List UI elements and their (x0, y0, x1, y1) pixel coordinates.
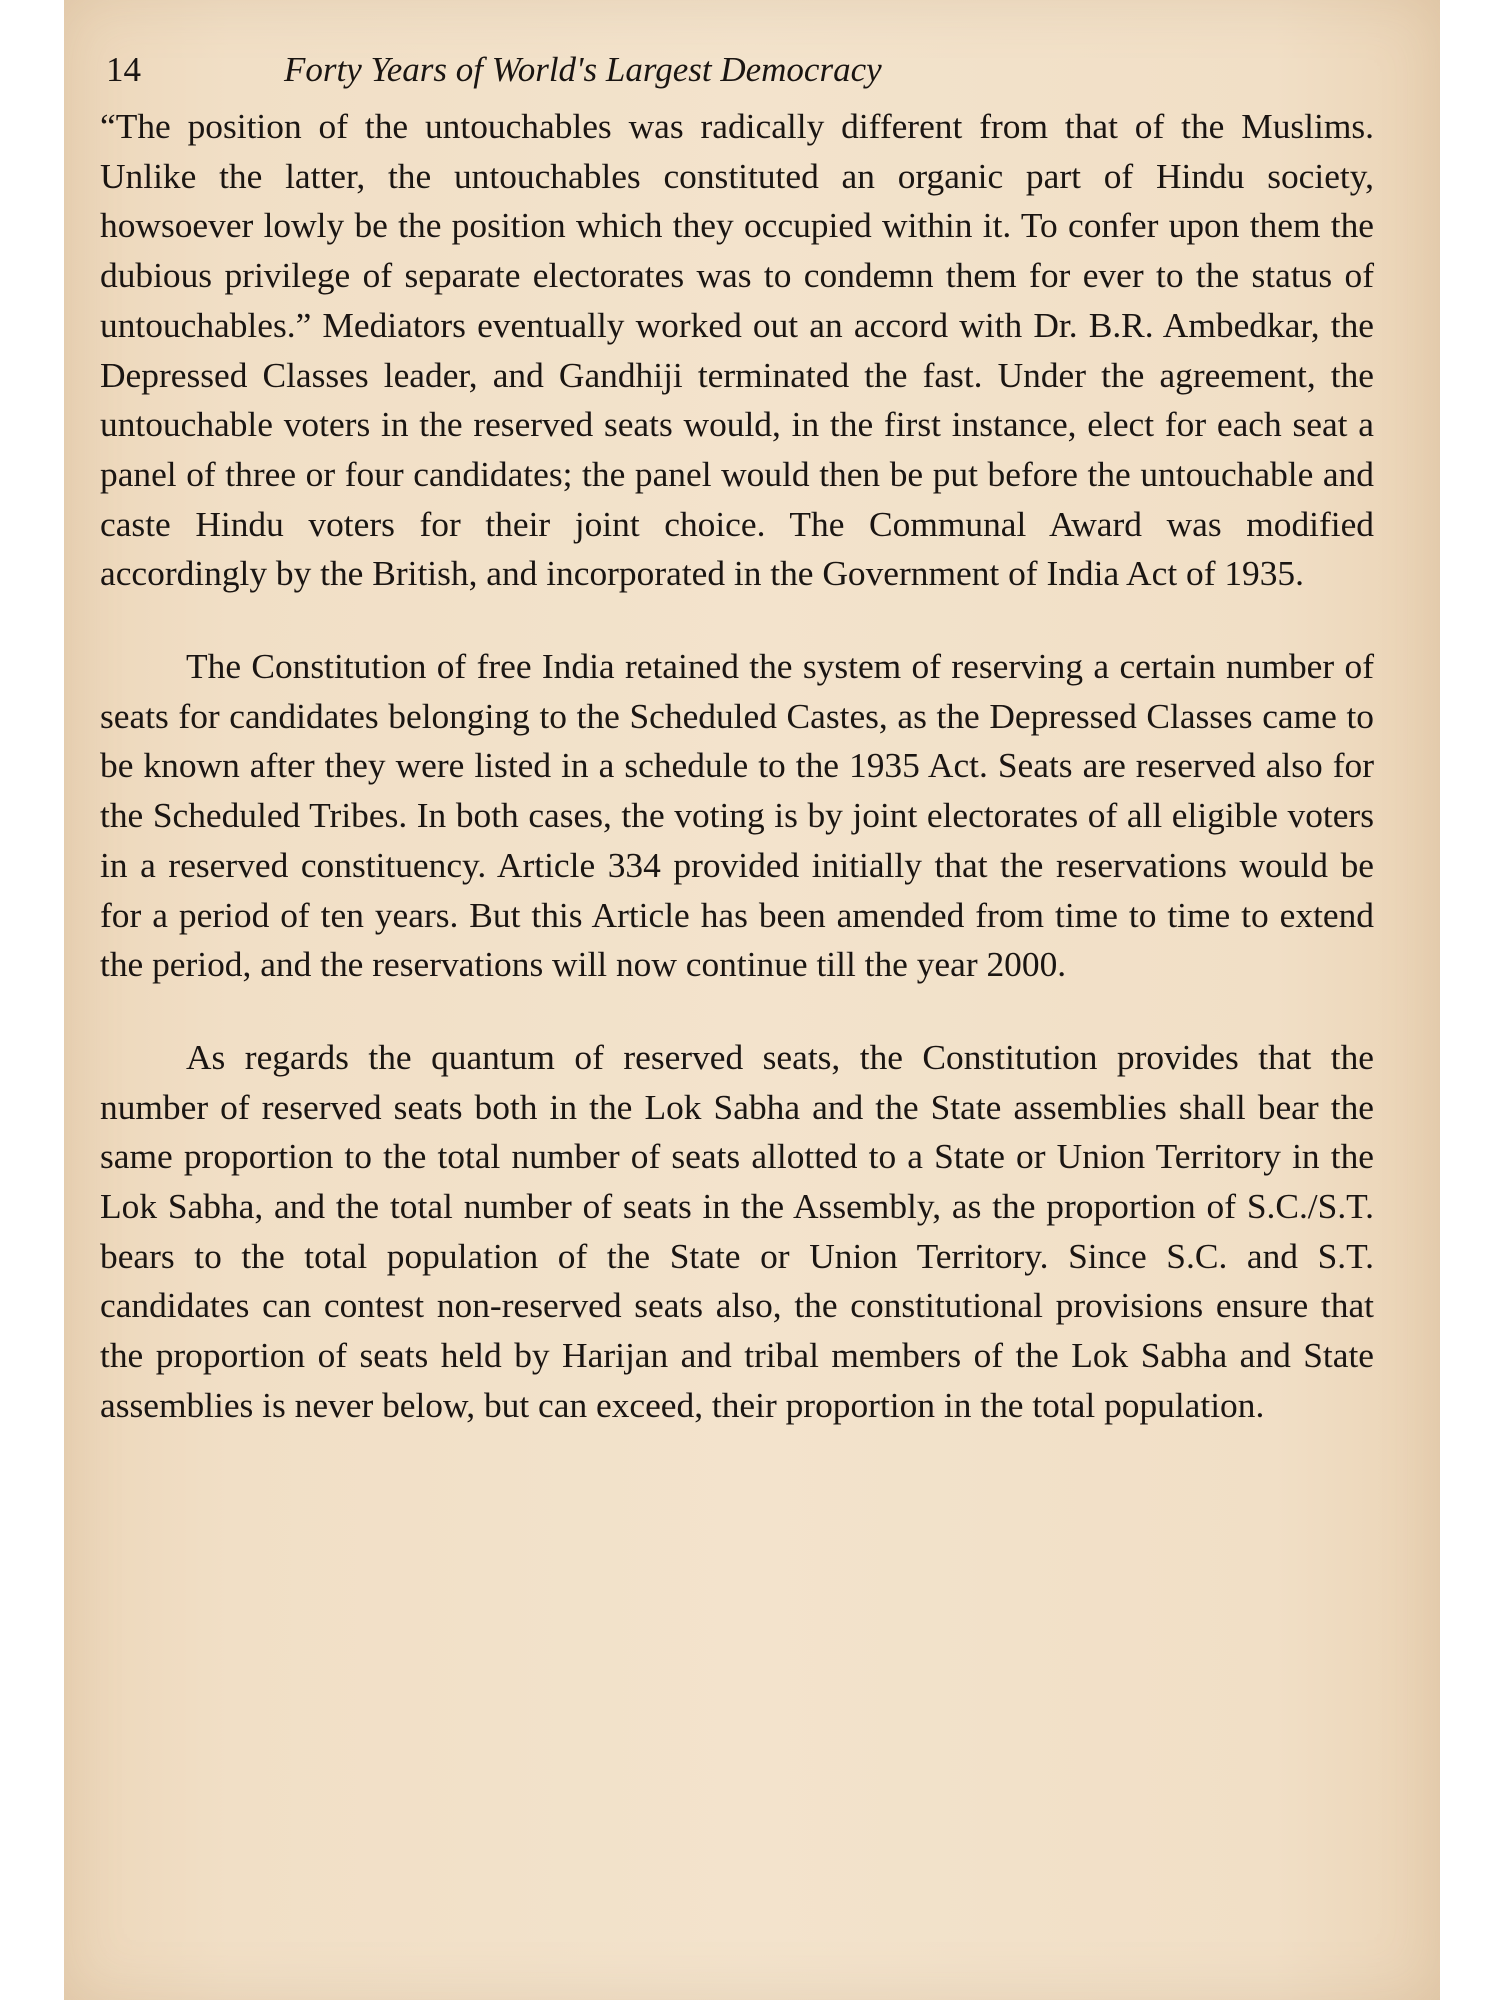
book-title: Forty Years of World's Largest Democracy (284, 50, 882, 89)
paragraph-constitution-reservations: The Constitution of free India retained the system of reserving a certain number of seats for candidates belonging to the Scheduled Castes, as the Depressed Classes came to be known after they were listed in a schedule to the 1935 Act. Seats are reserved also for the Scheduled Tribes. In both cases, the voting is by joint electorates of all eligible voters in a reserved constituency. Article 334 provided initially that the reservations would be for a period of ten years. But this Article has been amended from time to time to extend the period, and the reservations will now continue till the year 2000. (100, 646, 1374, 985)
paragraph-quantum-of-reserved-seats: As regards the quantum of reserved seats, the Constitution provides that the number of reserved seats both in the Lok Sabha and the State assemblies shall bear the same proportion to the total number of seats allotted to a State or Union Territory in the Lok Sabha, and the total number of seats in the Assembly, as the proportion of S.C./S.T. bears to the total population of the State or Union Territory. Since S.C. and S.T. candidates can contest non-reserved seats also, the constitutional provisions ensure that the proportion of seats held by Harijan and tribal members of the Lok Sabha and State assemblies is never below, but can exceed, their proportion in the total population. (100, 1036, 1374, 1425)
running-head (100, 40, 1408, 102)
paragraph-quote-and-poona-pact: “The position of the untouchables was radically different from that of the Muslims. Unlike the latter, the untouchables constituted an organic part of Hindu society, howsoever lowly be the position which they occupied within it. To confer upon them the dubious privilege of separate electorates was to condemn them for ever to the status of untouchables.” Mediators eventually worked out an accord with Dr. B.R. Ambedkar, the Depressed Classes leader, and Gandhiji terminated the fast. Under the agreement, the untouchable voters in the reserved seats would, in the first instance, elect for each seat a panel of three or four candidates; the panel would then be put before the untouchable and caste Hindu voters for their joint choice. The Communal Award was modified accordingly by the British, and incorporated in the Government of India Act of 1935. (100, 106, 1374, 594)
book-page (100, 40, 1408, 1431)
page-number: 14 (106, 50, 141, 89)
body-text (100, 102, 1408, 1431)
